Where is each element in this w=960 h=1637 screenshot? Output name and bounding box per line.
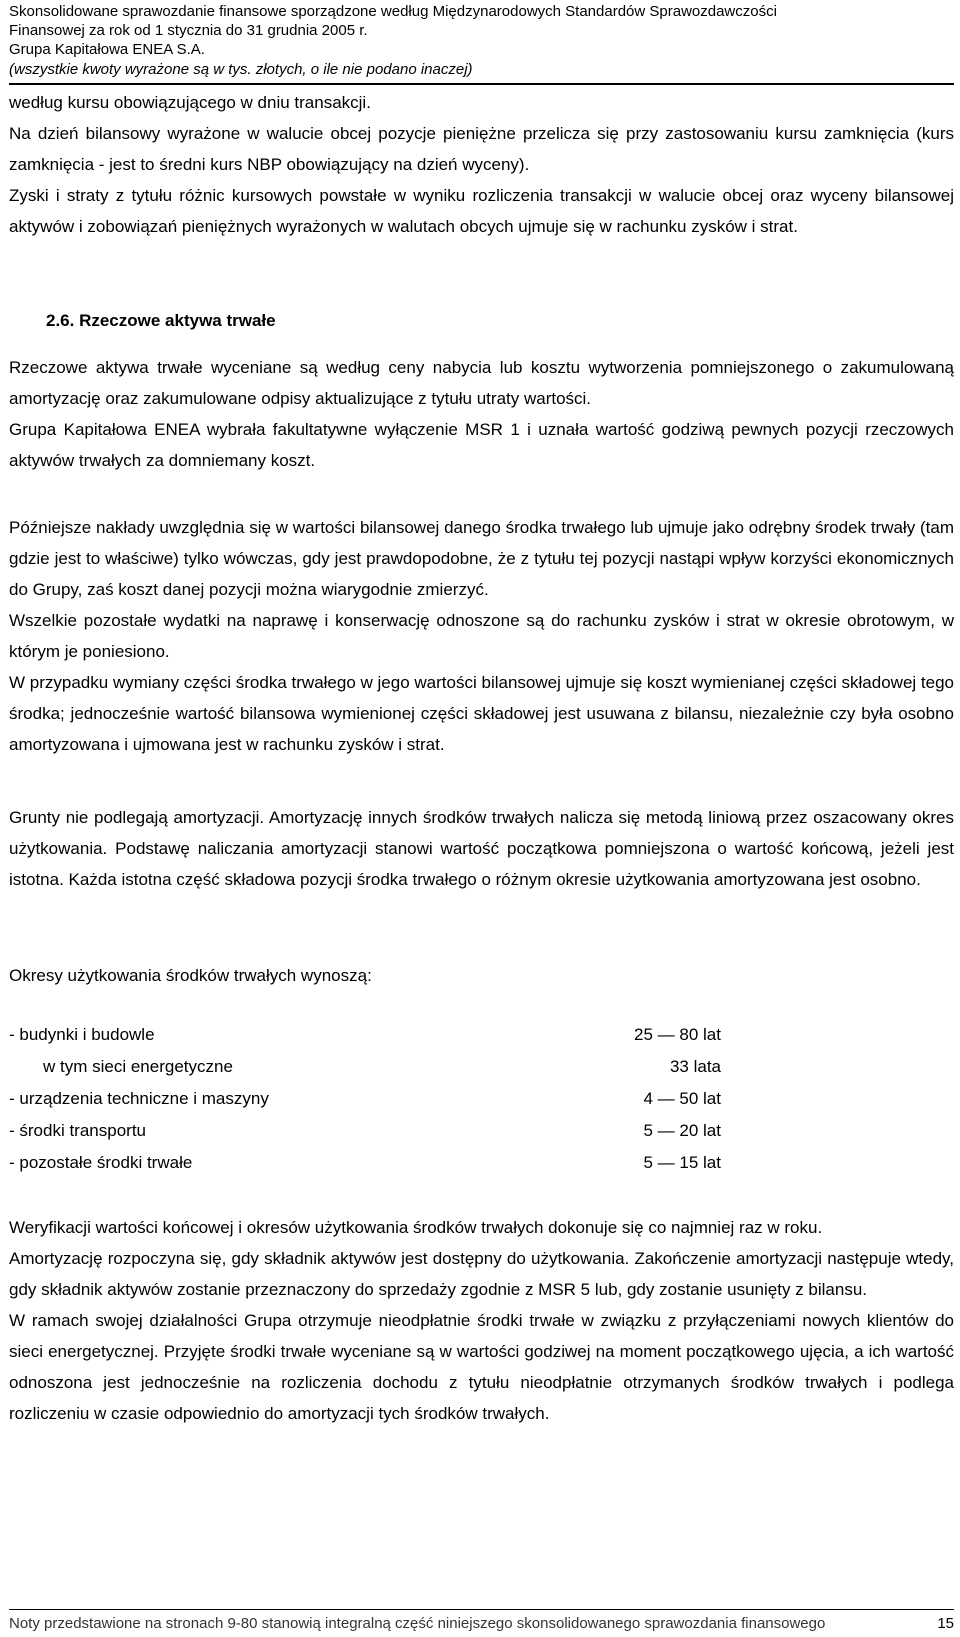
paragraph: Grunty nie podlegają amortyzacji. Amortyzację innych środków trwałych nalicza się metodą liniową przez oszacowany okres użytkowania. Podstawę naliczania amortyzacji stanowi wartość początkowa pomniejszona o wartość końcową, jeżeli jest istotna. Każda istotna część składowa pozycji środka trwałego o różnym okresie użytkowania amortyzowana jest osobno. bbox=[9, 808, 954, 889]
header-line-3: Grupa Kapitałowa ENEA S.A. bbox=[9, 41, 205, 58]
paragraph: Amortyzację rozpoczyna się, gdy składnik aktywów jest dostępny do użytkowania. Zakończenie amortyzacji następuje wtedy, gdy składnik aktywów zostanie przeznaczony do sprzedaży zgodnie z MSR 5 lub, gdy zostanie usunięty z bilansu. bbox=[9, 1249, 954, 1299]
document-header bbox=[9, 2, 954, 85]
paragraph: Weryfikacji wartości końcowej i okresów użytkowania środków trwałych dokonuje się co najmniej raz w roku. bbox=[9, 1218, 823, 1237]
text-block-4 bbox=[9, 802, 954, 895]
paragraph: Rzeczowe aktywa trwałe wyceniane są według ceny nabycia lub kosztu wytworzenia pomniejszonego o zakumulowaną amortyzację oraz zakumulowane odpisy aktualizujące z tytułu utraty wartości. bbox=[9, 358, 954, 408]
text-block-6 bbox=[9, 1212, 954, 1429]
header-line-1: Skonsolidowane sprawozdanie finansowe sporządzone według Międzynarodowych Standardów Sprawozdawczości bbox=[9, 3, 777, 20]
text-block-5 bbox=[9, 960, 954, 991]
page-number: 15 bbox=[937, 1615, 954, 1632]
page-footer bbox=[9, 1609, 954, 1632]
section-heading: 2.6. Rzeczowe aktywa trwałe bbox=[46, 311, 276, 330]
paragraph: Późniejsze nakłady uwzględnia się w wartości bilansowej danego środka trwałego lub ujmuje jako odrębny środek trwały (tam gdzie jest to właściwe) tylko wówczas, gdy jest prawdopodobne, że z tytułu tej pozycji nastąpi wpływ korzyści ekonomicznych do Grupy, zaś koszt danej pozycji można wiarygodnie zmierzyć. bbox=[9, 518, 954, 599]
header-amounts-note: (wszystkie kwoty wyrażone są w tys. złotych, o ile nie podano inaczej) bbox=[9, 61, 473, 78]
text-block-3 bbox=[9, 512, 954, 760]
paragraph: Wszelkie pozostałe wydatki na naprawę i konserwację odnoszone są do rachunku zysków i strat w okresie obrotowym, w którym je poniesiono. bbox=[9, 611, 954, 661]
header-rule bbox=[9, 83, 954, 85]
paragraph: Na dzień bilansowy wyrażone w walucie obcej pozycje pieniężne przelicza się przy zastosowaniu kursu zamknięcia (kurs zamknięcia - jest to średni kurs NBP obowiązujący na dzień wyceny). bbox=[9, 124, 954, 174]
text-block-1 bbox=[9, 87, 954, 242]
header-line-2: Finansowej za rok od 1 stycznia do 31 grudnia 2005 r. bbox=[9, 22, 368, 39]
paragraph: Okresy użytkowania środków trwałych wynoszą: bbox=[9, 966, 372, 985]
table-row bbox=[9, 1153, 729, 1185]
row-label: w tym sieci energetyczne bbox=[43, 1057, 233, 1076]
table-row bbox=[9, 1025, 729, 1057]
useful-lives-table bbox=[9, 1025, 729, 1185]
paragraph: Zyski i straty z tytułu różnic kursowych powstałe w wyniku rozliczenia transakcji w walucie obcej oraz wyceny bilansowej aktywów i zobowiązań pieniężnych wyrażonych w walutach obcych ujmuje się w rachunku zysków i strat. bbox=[9, 186, 954, 236]
footer-note: Noty przedstawione na stronach 9-80 stanowią integralną część niniejszego skonsolidowanego sprawozdania finansowego bbox=[9, 1615, 826, 1632]
paragraph: W przypadku wymiany części środka trwałego w jego wartości bilansowej ujmuje się koszt wymienianej części składowej tego środka; jednocześnie wartość bilansowa wymienionej części składowej jest usuwana z bilansu, niezależnie czy była osobno amortyzowana i ujmowana jest w rachunku zysków i strat. bbox=[9, 673, 954, 754]
row-value: 4 — 50 lat bbox=[643, 1089, 721, 1108]
text-block-2 bbox=[9, 352, 954, 476]
row-value: 5 — 15 lat bbox=[643, 1153, 721, 1172]
row-value: 25 — 80 lat bbox=[634, 1025, 721, 1044]
table-row bbox=[9, 1121, 729, 1153]
row-label: - budynki i budowle bbox=[9, 1025, 155, 1044]
row-label: - urządzenia techniczne i maszyny bbox=[9, 1089, 269, 1108]
row-value: 33 lata bbox=[669, 1057, 721, 1076]
table-row bbox=[9, 1057, 729, 1089]
footer-rule bbox=[9, 1609, 954, 1610]
paragraph: Grupa Kapitałowa ENEA wybrała fakultatywne wyłączenie MSR 1 i uznała wartość godziwą pewnych pozycji rzeczowych aktywów trwałych za domniemany koszt. bbox=[9, 420, 954, 470]
row-value: 5 — 20 lat bbox=[643, 1121, 721, 1140]
table-row bbox=[9, 1089, 729, 1121]
row-label: - środki transportu bbox=[9, 1121, 146, 1140]
paragraph: W ramach swojej działalności Grupa otrzymuje nieodpłatnie środki trwałe w związku z przyłączeniami nowych klientów do sieci energetycznej. Przyjęte środki trwałe wyceniane są w wartości godziwej na moment początkowego ujęcia, a ich wartość odnoszona jest jednocześnie na rozliczenia dochodu z tytułu nieodpłatnie otrzymanych środków trwałych i podlega rozliczeniu w czasie odpowiednio do amortyzacji tych środków trwałych. bbox=[9, 1311, 954, 1423]
row-label: - pozostałe środki trwałe bbox=[9, 1153, 193, 1172]
paragraph: według kursu obowiązującego w dniu transakcji. bbox=[9, 93, 371, 112]
